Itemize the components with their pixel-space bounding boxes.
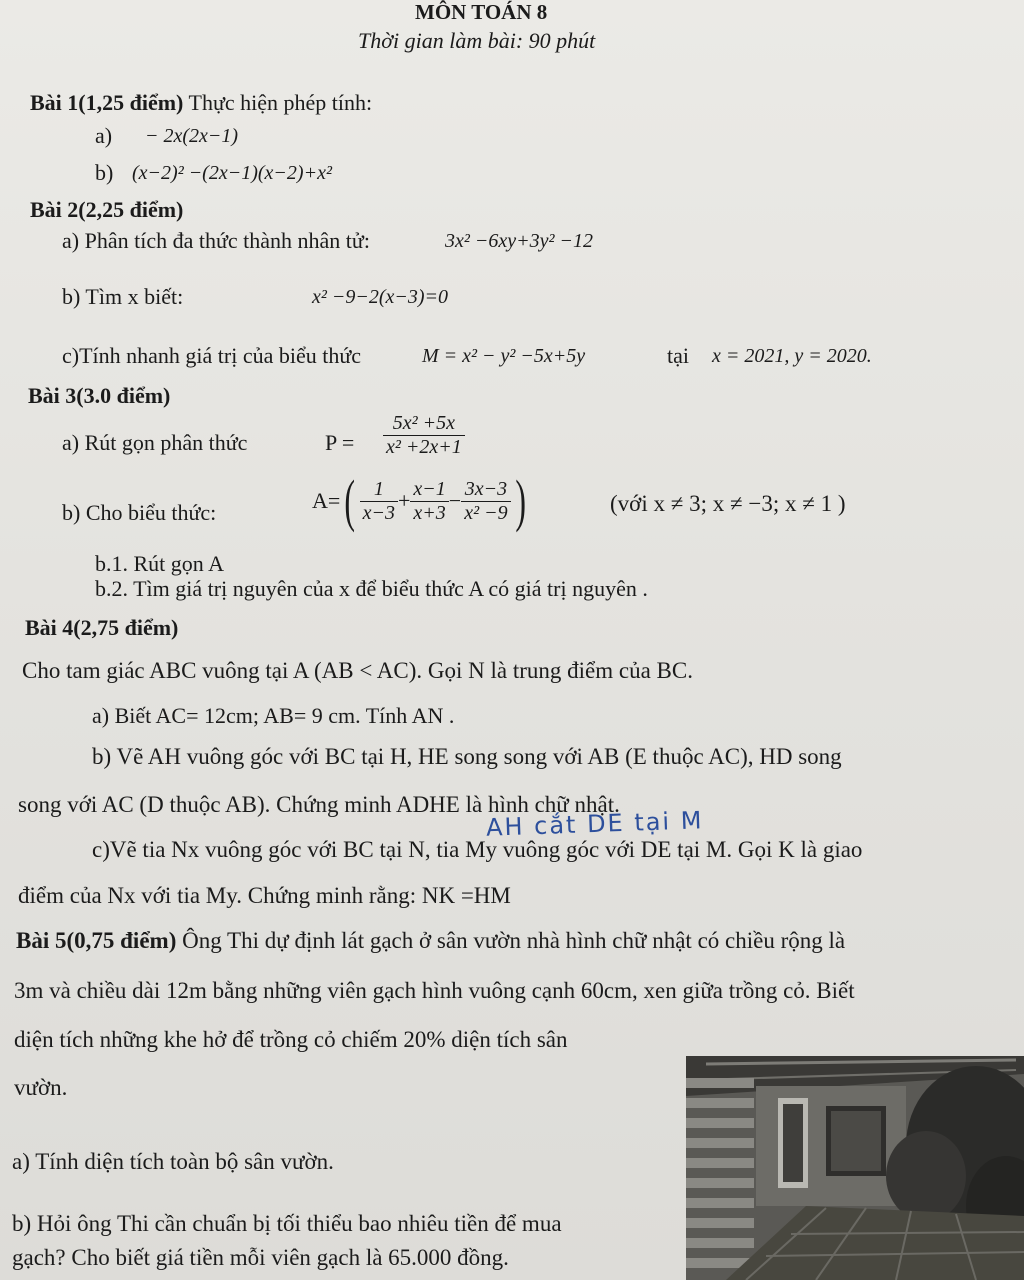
- bai3-b-a: A=: [312, 487, 341, 513]
- bai4-b-line1: b) Vẽ AH vuông góc với BC tại H, HE song song với AB (E thuộc AC), HD song: [92, 744, 842, 769]
- frac1-den: x−3: [362, 501, 395, 524]
- bai3-a-fraction: [383, 412, 465, 459]
- frac2-num: x−1: [410, 478, 448, 502]
- bai2-c-text: c)Tính nhanh giá trị của biểu thức: [62, 343, 362, 368]
- bai3-b-expression: [312, 468, 530, 533]
- bai3-a-text: a) Rút gọn phân thức: [62, 430, 248, 455]
- bai2-a-expr: 3x² −6xy+3y² −12: [445, 230, 593, 252]
- bai1-a-label: a): [95, 123, 113, 148]
- bai3-a-numerator: 5x² +5x: [383, 412, 465, 436]
- right-paren: ): [514, 468, 526, 533]
- bai1-b-label: b): [95, 160, 114, 185]
- bai2-c-values: x = 2021, y = 2020.: [712, 345, 872, 367]
- bai5-line1-row: [16, 927, 845, 955]
- bai4-b-line2: song với AC (D thuộc AB). Chứng minh ADHE là hình chữ nhật.: [18, 792, 620, 817]
- bai4-c-line2: điểm của Nx với tia My. Chứng minh rằng: NK =HM: [18, 883, 511, 908]
- left-paren: (: [344, 468, 356, 533]
- frac1-num: 1: [360, 478, 398, 502]
- frac2-den: x+3: [413, 501, 446, 524]
- subject-title: MÔN TOÁN 8: [415, 0, 548, 24]
- bai5-title: Bài 5(0,75 điểm): [16, 928, 177, 953]
- bai3-a-denominator: x² +2x+1: [386, 436, 462, 458]
- bai4-title: Bài 4(2,75 điểm): [25, 615, 179, 640]
- bai5-line3: diện tích những khe hở để trồng cỏ chiếm 20% diện tích sân: [14, 1027, 568, 1052]
- bai3-b-text: b) Cho biểu thức:: [62, 500, 217, 525]
- bai4-c-line1: c)Vẽ tia Nx vuông góc với BC tại N, tia My vuông góc với DE tại M. Gọi K là giao: [92, 837, 863, 862]
- garden-photo: [686, 1056, 1024, 1280]
- bai3-b-condition: (với x ≠ 3; x ≠ −3; x ≠ 1 ): [610, 491, 846, 516]
- bai1-instruction: Thực hiện phép tính:: [188, 90, 373, 115]
- bai2-c-at: tại: [667, 343, 689, 368]
- bai2-a-text: a) Phân tích đa thức thành nhân tử:: [62, 228, 370, 253]
- op-minus: −: [448, 487, 462, 513]
- bai2-b-text: b) Tìm x biết:: [62, 284, 184, 309]
- bai4-intro: Cho tam giác ABC vuông tại A (AB < AC). Gọi N là trung điểm của BC.: [22, 658, 693, 683]
- bai5-line4: vườn.: [14, 1075, 68, 1100]
- bai1-b-expr: (x−2)² −(2x−1)(x−2)+x²: [132, 162, 332, 184]
- frac3-den: x² −9: [464, 501, 508, 524]
- op-plus: +: [398, 487, 411, 513]
- bai3-a-p: P =: [325, 430, 355, 455]
- bai4-a: a) Biết AC= 12cm; AB= 9 cm. Tính AN .: [92, 703, 455, 728]
- bai5-b-line2: gạch? Cho biết giá tiền mỗi viên gạch là 65.000 đồng.: [12, 1245, 509, 1270]
- bai5-line1: Ông Thi dự định lát gạch ở sân vườn nhà hình chữ nhật có chiều rộng là: [182, 928, 846, 953]
- bai1-a-expr: − 2x(2x−1): [145, 125, 239, 147]
- exam-time: Thời gian làm bài: 90 phút: [358, 28, 596, 53]
- bai5-b-line1: b) Hỏi ông Thi cần chuẩn bị tối thiểu bao nhiêu tiền để mua: [12, 1211, 562, 1236]
- bai2-c-expr: M = x² − y² −5x+5y: [422, 345, 586, 367]
- bai3-title: Bài 3(3.0 điểm): [28, 383, 171, 408]
- bai3-b1: b.1. Rút gọn A: [95, 551, 224, 576]
- bai1-heading: [30, 90, 372, 116]
- frac3-num: 3x−3: [461, 478, 510, 502]
- bai5-a: a) Tính diện tích toàn bộ sân vườn.: [12, 1149, 334, 1174]
- garden-photo-image: [686, 1056, 1024, 1280]
- bai2-title: Bài 2(2,25 điểm): [30, 197, 184, 222]
- bai3-b2: b.2. Tìm giá trị nguyên của x để biểu thức A có giá trị nguyên .: [95, 576, 648, 601]
- bai2-b-expr: x² −9−2(x−3)=0: [312, 286, 449, 308]
- bai5-line2: 3m và chiều dài 12m bằng những viên gạch hình vuông cạnh 60cm, xen giữa trồng cỏ. Biết: [14, 978, 855, 1003]
- handwritten-note: AH cắt DE tại M: [485, 806, 704, 842]
- bai1-title: Bài 1(1,25 điểm): [30, 90, 184, 115]
